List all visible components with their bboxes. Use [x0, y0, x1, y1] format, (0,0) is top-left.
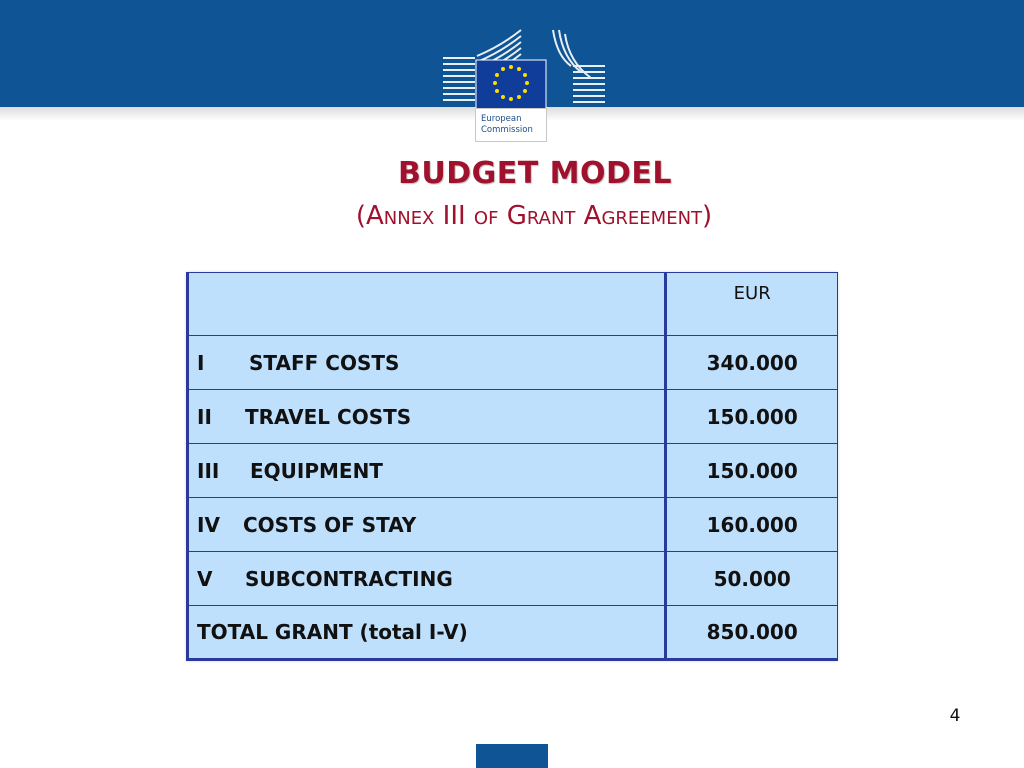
table-row [188, 498, 838, 552]
table-row [188, 390, 838, 444]
row-number: III [197, 458, 220, 483]
logo-caption-line2: Commission [481, 125, 533, 135]
total-label: TOTAL GRANT (total I-V) [188, 606, 666, 660]
table-header-row [188, 273, 838, 336]
row-label-cell [188, 336, 666, 390]
row-number: II [197, 404, 212, 429]
row-amount: 150.000 [666, 444, 838, 498]
row-label: COSTS OF STAY [243, 512, 417, 537]
row-label: STAFF COSTS [249, 350, 400, 375]
row-label-cell [188, 552, 666, 606]
row-amount: 150.000 [666, 390, 838, 444]
table-row [188, 336, 838, 390]
row-amount: 160.000 [666, 498, 838, 552]
row-label: SUBCONTRACTING [245, 566, 453, 591]
table-row [188, 552, 838, 606]
row-label: TRAVEL COSTS [245, 404, 412, 429]
header-label-cell [188, 273, 666, 336]
page-number: 4 [949, 706, 961, 726]
page-subtitle: (Annex III of Grant Agreement) [355, 201, 713, 231]
currency-header: EUR [666, 273, 838, 336]
row-label-cell [188, 498, 666, 552]
row-number: V [197, 566, 213, 591]
table-total-row [188, 606, 838, 660]
logo-caption-line1: European [481, 114, 522, 124]
row-amount: 340.000 [666, 336, 838, 390]
row-label-cell [188, 444, 666, 498]
logo-caption [475, 108, 547, 142]
row-number: IV [197, 512, 220, 537]
table-row [188, 444, 838, 498]
footer-tab [476, 744, 548, 768]
row-label: EQUIPMENT [250, 458, 383, 483]
budget-table [186, 272, 838, 661]
total-amount: 850.000 [666, 606, 838, 660]
row-label-cell [188, 390, 666, 444]
row-amount: 50.000 [666, 552, 838, 606]
row-number: I [197, 350, 205, 375]
page-title: BUDGET MODEL [397, 156, 673, 191]
